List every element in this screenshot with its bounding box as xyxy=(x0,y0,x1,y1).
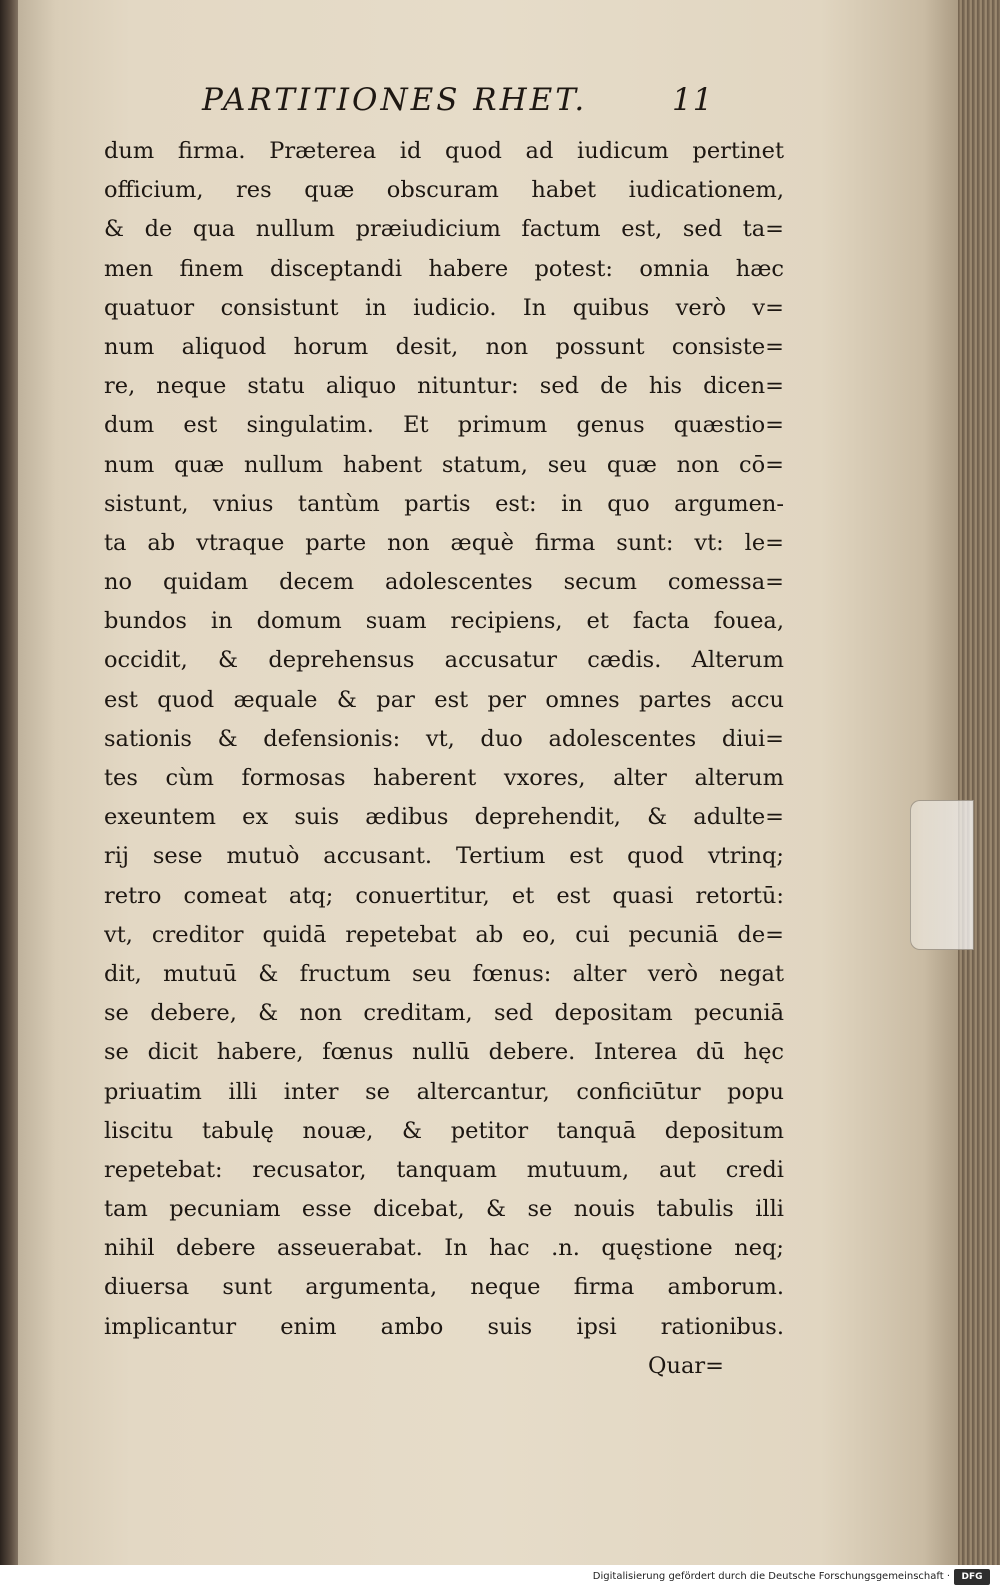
text-line: se debere, & non creditam, sed depositam pecuniā xyxy=(104,1000,784,1027)
text-line: tes cùm formosas haberent vxores, alter alterum xyxy=(104,765,784,791)
dfg-logo: DFG xyxy=(954,1569,990,1585)
footer-credit: Digitalisierung gefördert durch die Deutsche Forschungsgemeinschaft · xyxy=(592,1571,950,1582)
text-line: occidit, & deprehensus accusatur cædis. Alterum xyxy=(104,647,784,674)
text-line: rij sese mutuò accusant. Tertium est quod vtrinq; xyxy=(104,843,784,870)
text-line: tam pecuniam esse dicebat, & se nouis tabulis illi xyxy=(104,1196,784,1223)
text-line: priuatim illi inter se altercantur, conficiūtur popu xyxy=(104,1078,784,1105)
text-line: dit, mutuū & fructum seu fœnus: alter verò negat xyxy=(104,960,784,987)
text-line: bundos in domum suam recipiens, et facta fouea, xyxy=(104,608,784,635)
body-text xyxy=(104,132,784,1386)
text-line: se dicit habere, fœnus nullū debere. Interea dū hęc xyxy=(104,1039,784,1066)
text-line: ta ab vtraque parte non æquè firma sunt: vt: le= xyxy=(104,529,784,556)
text-line: sationis & defensionis: vt, duo adolescentes diui= xyxy=(104,725,784,752)
page-number: 11 xyxy=(672,82,714,118)
text-line: no quidam decem adolescentes secum comessa= xyxy=(104,569,784,596)
text-line: men finem disceptandi habere potest: omnia hæc xyxy=(104,255,784,282)
text-line: Quar= xyxy=(648,1352,724,1379)
text-line: quatuor consistunt in iudicio. In quibus verò v= xyxy=(104,294,784,321)
digitization-footer xyxy=(0,1565,1000,1591)
text-line: exeuntem ex suis ædibus deprehendit, & adulte= xyxy=(104,804,784,831)
text-line: & de qua nullum præiudicium factum est, sed ta= xyxy=(104,216,784,243)
text-line: sistunt, vnius tantùm partis est: in quo argumen- xyxy=(104,490,784,517)
text-line: retro comeat atq; conuertitur, et est quasi retortū: xyxy=(104,882,784,909)
text-line: re, neque statu aliquo nituntur: sed de his dicen= xyxy=(104,373,784,400)
running-title: PARTITIONES RHET. xyxy=(202,82,588,118)
text-line: diuersa sunt argumenta, neque firma amborum. xyxy=(104,1274,784,1301)
text-line: num aliquod horum desit, non possunt consiste= xyxy=(104,333,784,360)
text-line: liscitu tabulę nouæ, & petitor tanquā depositum xyxy=(104,1117,784,1144)
text-line: dum est singulatim. Et primum genus quæstio= xyxy=(104,412,784,439)
text-line: officium, res quæ obscuram habet iudicationem, xyxy=(104,177,784,204)
text-line: implicantur enim ambo suis ipsi rationibus. xyxy=(104,1313,784,1340)
running-header xyxy=(202,82,722,126)
page-block-edge xyxy=(958,0,1000,1565)
bookmark-tab xyxy=(910,800,974,950)
text-line: est quod æquale & par est per omnes partes accu xyxy=(104,686,784,713)
text-line: dum firma. Præterea id quod ad iudicum pertinet xyxy=(104,138,784,164)
text-line: vt, creditor quidā repetebat ab eo, cui pecuniā de= xyxy=(104,921,784,948)
text-line: num quæ nullum habent statum, seu quæ non cō= xyxy=(104,451,784,478)
text-line: nihil debere asseuerabat. In hac .n. quęstione neq; xyxy=(104,1235,784,1262)
text-line: repetebat: recusator, tanquam mutuum, aut credi xyxy=(104,1156,784,1183)
